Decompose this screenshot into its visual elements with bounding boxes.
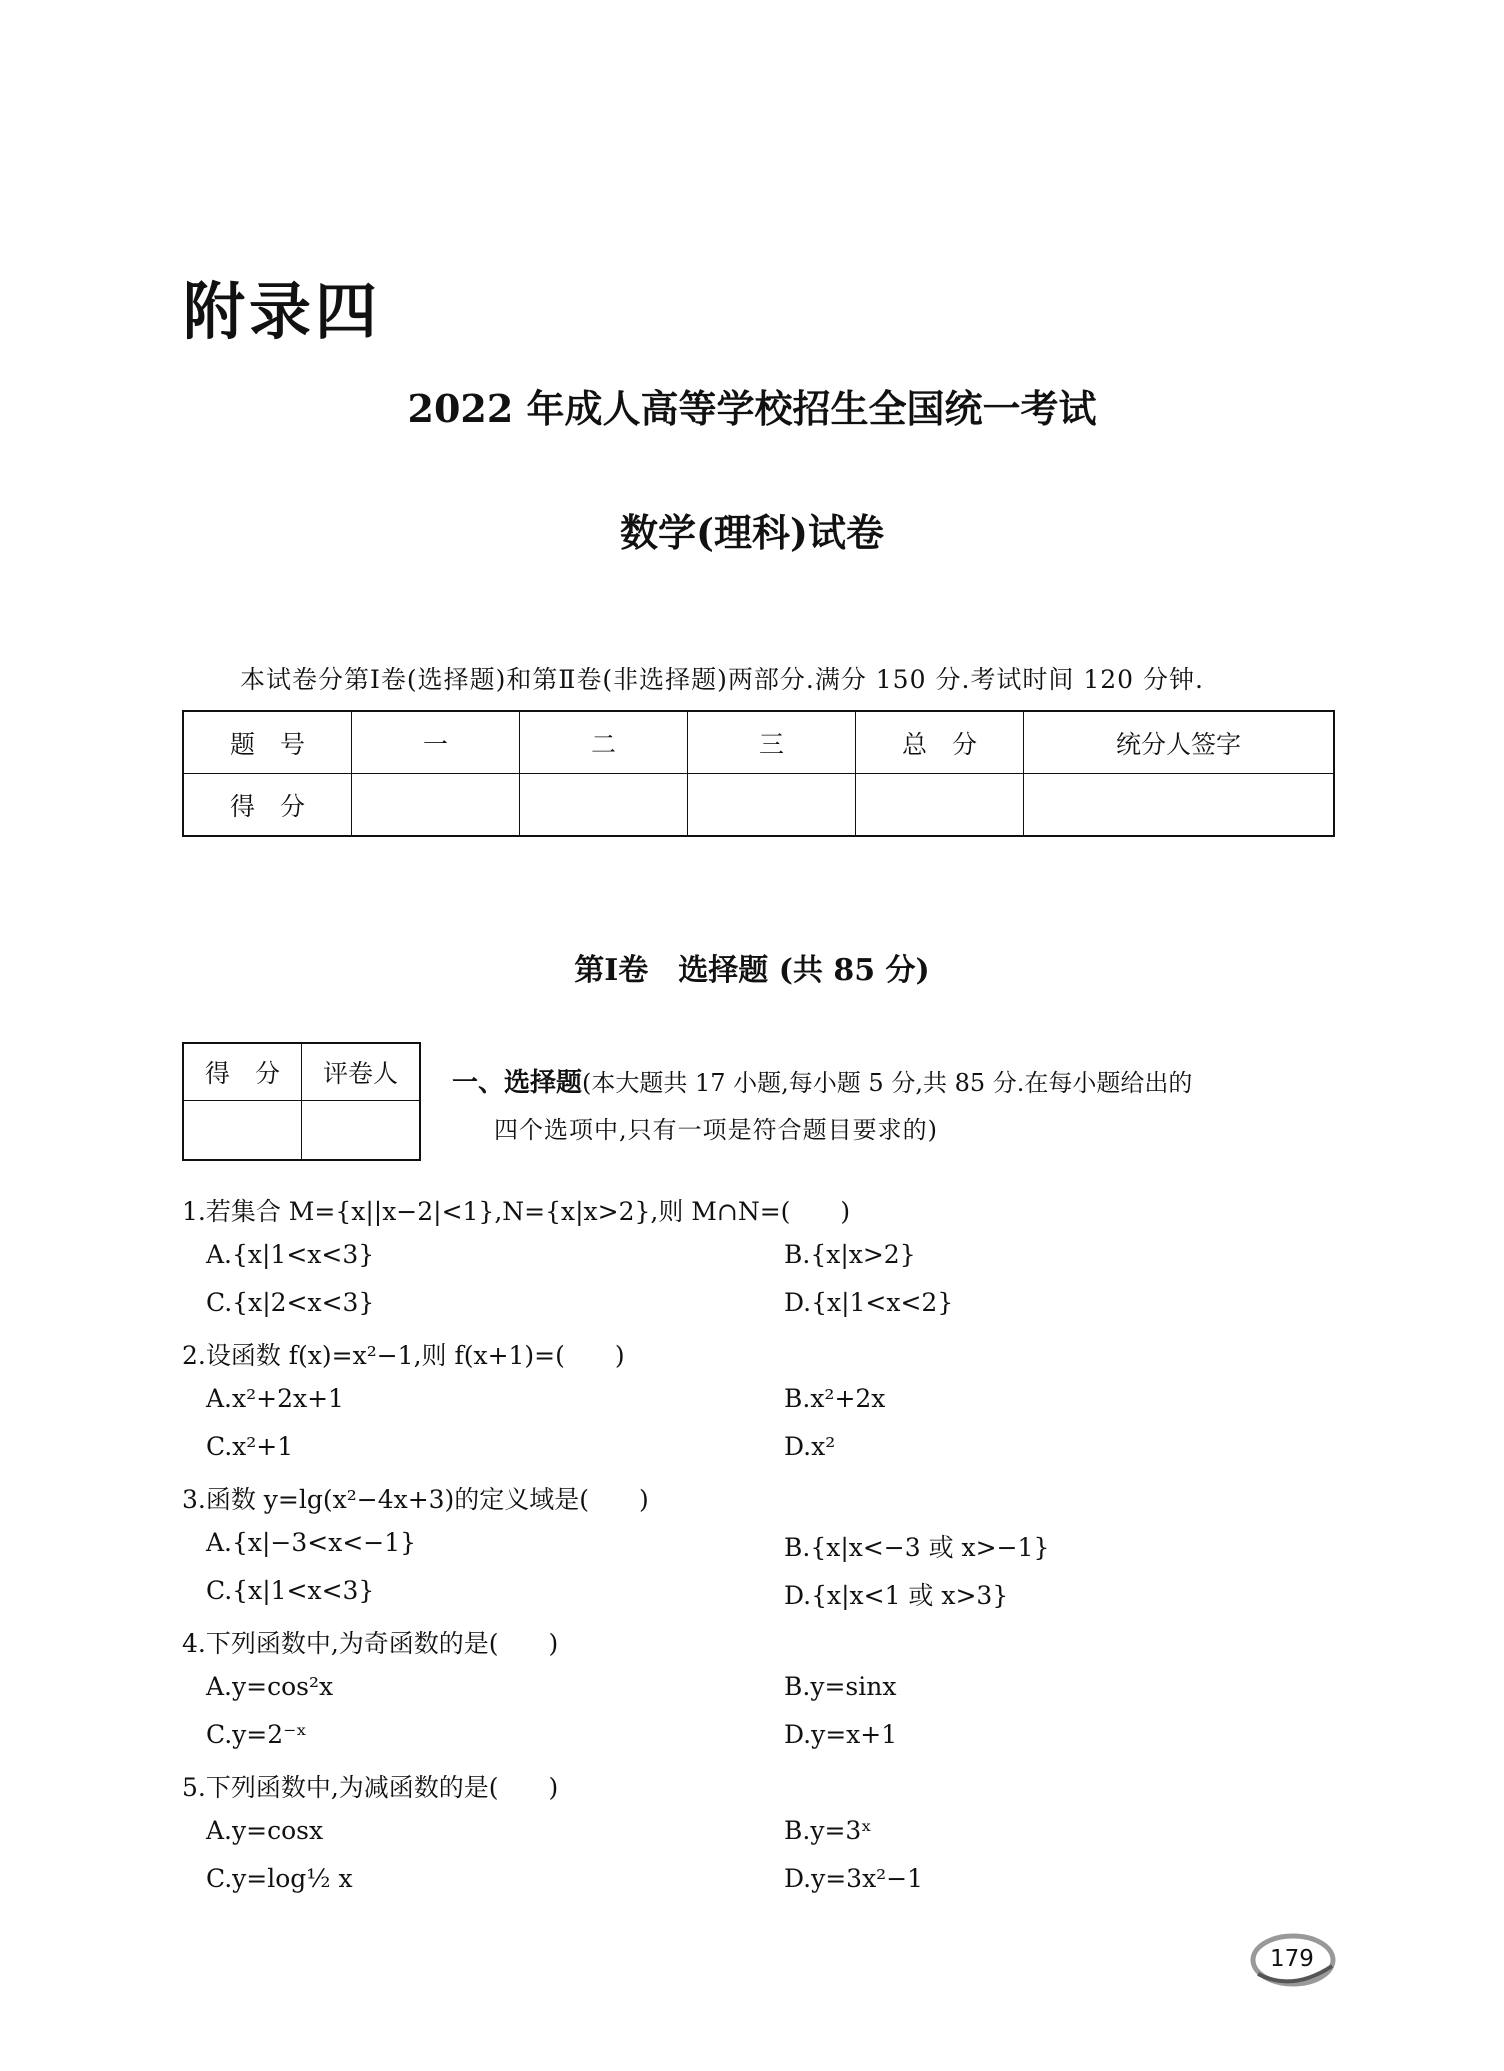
- page-number: 179: [1270, 1946, 1314, 1972]
- option-a: A.y=cos²x: [206, 1672, 334, 1701]
- grader-name-cell: [302, 1101, 421, 1161]
- header-cell: 总 分: [856, 711, 1024, 774]
- option-b: B.y=3ˣ: [784, 1816, 872, 1845]
- header-cell: 三: [688, 711, 856, 774]
- part-heading: 一、选择题: [452, 1068, 583, 1098]
- section-title: 第Ⅰ卷 选择题 (共 85 分): [574, 953, 930, 988]
- score-table-header-row: [183, 711, 1334, 774]
- option-c: C.y=log½ x: [206, 1864, 353, 1893]
- part-header: [452, 1062, 1192, 1099]
- score-cell: [1024, 774, 1335, 837]
- option-c: C.y=2⁻ˣ: [206, 1720, 307, 1749]
- header-cell: 二: [520, 711, 688, 774]
- option-d: D.y=3x²−1: [784, 1864, 924, 1893]
- row-label: 得 分: [183, 774, 352, 837]
- option-d: D.{x|x<1 或 x>3}: [784, 1581, 1009, 1610]
- question-stem: 1.若集合 M={x||x−2|<1},N={x|x>2},则 M∩N=( ): [182, 1197, 851, 1226]
- grader-name-label: 评卷人: [302, 1043, 421, 1101]
- part-desc-line1: (本大题共 17 小题,每小题 5 分,共 85 分.在每小题给出的: [582, 1069, 1193, 1097]
- score-cell: [856, 774, 1024, 837]
- option-b: B.y=sinx: [784, 1672, 897, 1701]
- header-cell: 题 号: [183, 711, 352, 774]
- grader-table: [182, 1042, 421, 1161]
- header-cell: 统分人签字: [1024, 711, 1335, 774]
- header-cell: 一: [352, 711, 520, 774]
- score-table-score-row: [183, 774, 1334, 837]
- option-c: C.x²+1: [206, 1432, 294, 1461]
- option-a: A.{x|1<x<3}: [206, 1240, 375, 1269]
- question-stem: 3.函数 y=lg(x²−4x+3)的定义域是( ): [182, 1485, 649, 1514]
- part-desc-line2: 四个选项中,只有一项是符合题目要求的): [494, 1116, 938, 1144]
- option-d: D.y=x+1: [784, 1720, 898, 1749]
- option-d: D.x²: [784, 1432, 836, 1461]
- option-a: A.x²+2x+1: [206, 1384, 344, 1413]
- score-table: [182, 710, 1335, 837]
- option-c: C.{x|2<x<3}: [206, 1288, 375, 1317]
- option-b: B.x²+2x: [784, 1384, 886, 1413]
- score-cell: [352, 774, 520, 837]
- grader-score-label: 得 分: [183, 1043, 302, 1101]
- option-c: C.{x|1<x<3}: [206, 1576, 375, 1605]
- score-cell: [688, 774, 856, 837]
- option-b: B.{x|x<−3 或 x>−1}: [784, 1533, 1050, 1562]
- option-d: D.{x|1<x<2}: [784, 1288, 954, 1317]
- exam-title: 2022 年成人高等学校招生全国统一考试: [407, 386, 1097, 431]
- intro-text: 本试卷分第Ⅰ卷(选择题)和第Ⅱ卷(非选择题)两部分.满分 150 分.考试时间 120 分钟.: [240, 665, 1204, 694]
- option-a: A.{x|−3<x<−1}: [206, 1528, 417, 1557]
- question-stem: 2.设函数 f(x)=x²−1,则 f(x+1)=( ): [182, 1341, 625, 1370]
- question-stem: 5.下列函数中,为减函数的是( ): [182, 1773, 559, 1802]
- option-a: A.y=cosx: [206, 1816, 324, 1845]
- option-b: B.{x|x>2}: [784, 1240, 916, 1269]
- question-stem: 4.下列函数中,为奇函数的是( ): [182, 1629, 559, 1658]
- score-cell: [520, 774, 688, 837]
- paper-title: 数学(理科)试卷: [620, 510, 884, 555]
- appendix-heading: 附录四: [183, 275, 382, 348]
- grader-score-cell: [183, 1101, 302, 1161]
